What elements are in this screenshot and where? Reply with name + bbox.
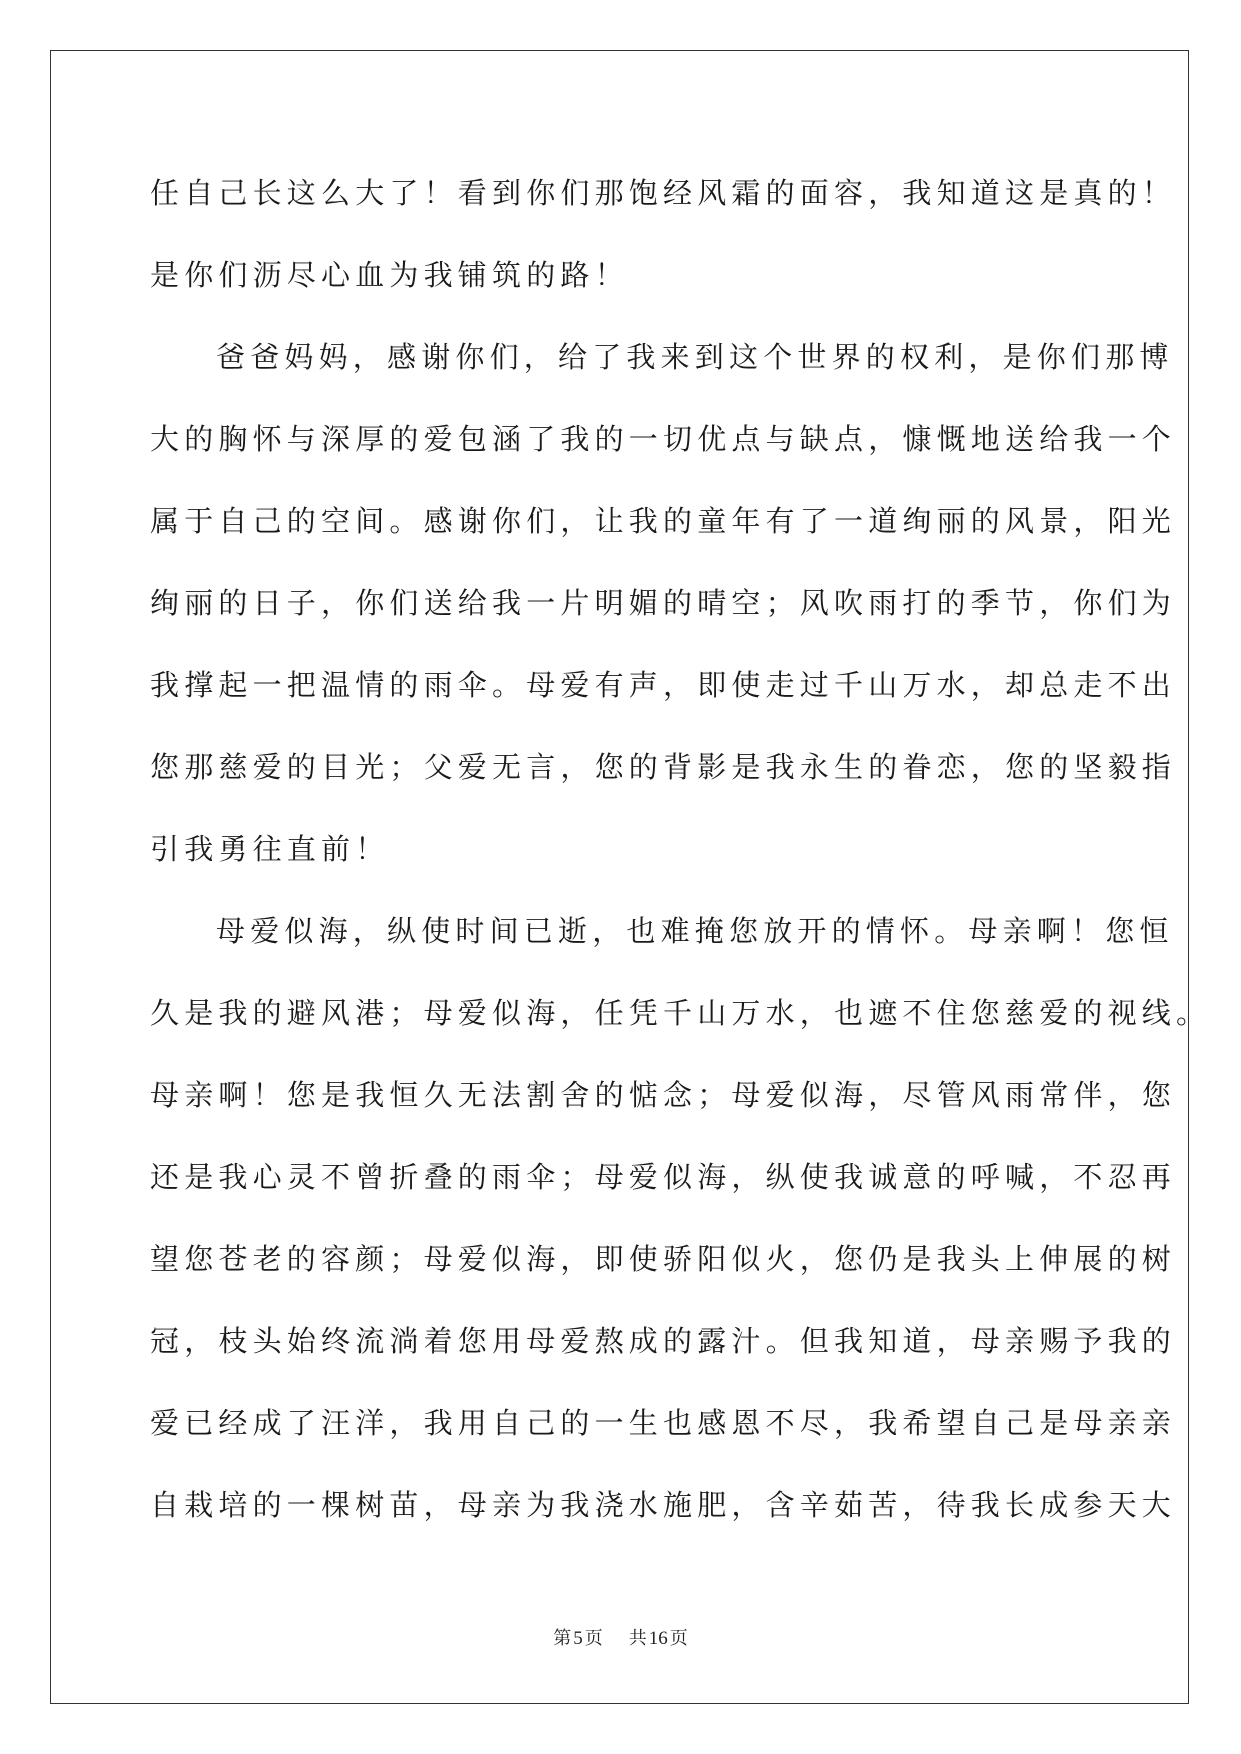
page-prefix: 第 (553, 1628, 572, 1649)
text-line: 爸爸妈妈，感谢你们，给了我来到这个世界的权利，是你们那博 (216, 340, 1174, 374)
page-number: 5 (573, 1628, 583, 1649)
text-line: 冠，枝头始终流淌着您用母爱熬成的露汁。但我知道，母亲赐予我的 (150, 1324, 1177, 1358)
text-line: 属于自己的空间。感谢你们，让我的童年有了一道绚丽的风景，阳光 (150, 504, 1177, 538)
text-line: 引我勇往直前！ (150, 832, 390, 866)
text-line: 母爱似海，纵使时间已逝，也难掩您放开的情怀。母亲啊！您恒 (216, 914, 1174, 948)
page-footer (0, 1624, 1241, 1650)
document-body (150, 152, 1211, 1546)
total-prefix: 共 (628, 1628, 647, 1649)
text-line: 还是我心灵不曾折叠的雨伞；母爱似海，纵使我诚意的呼喊，不忍再 (150, 1160, 1177, 1194)
text-line: 我撑起一把温情的雨伞。母爱有声，即使走过千山万水，却总走不出 (150, 668, 1177, 702)
text-line: 绚丽的日子，你们送给我一片明媚的晴空；风吹雨打的季节，你们为 (150, 586, 1177, 620)
text-line: 自栽培的一棵树苗，母亲为我浇水施肥，含辛茹苦，待我长成参天大 (150, 1488, 1177, 1522)
text-line: 望您苍老的容颜；母爱似海，即使骄阳似火，您仍是我头上伸展的树 (150, 1242, 1177, 1276)
page-suffix: 页 (584, 1628, 603, 1649)
text-line: 您那慈爱的目光；父爱无言，您的背影是我永生的眷恋，您的坚毅指 (150, 750, 1177, 784)
text-line: 久是我的避风港；母爱似海，任凭千山万水，也遮不住您慈爱的视线。 (150, 996, 1211, 1030)
total-pages: 16 (648, 1628, 668, 1649)
text-line: 任自己长这么大了！看到你们那饱经风霜的面容，我知道这是真的！ (150, 176, 1177, 210)
text-line: 母亲啊！您是我恒久无法割舍的惦念；母爱似海，尽管风雨常伴，您 (150, 1078, 1177, 1112)
total-suffix: 页 (669, 1628, 688, 1649)
text-line: 是你们沥尽心血为我铺筑的路！ (150, 258, 629, 292)
text-line: 爱已经成了汪洋，我用自己的一生也感恩不尽，我希望自己是母亲亲 (150, 1406, 1177, 1440)
text-line: 大的胸怀与深厚的爱包涵了我的一切优点与缺点，慷慨地送给我一个 (150, 422, 1177, 456)
